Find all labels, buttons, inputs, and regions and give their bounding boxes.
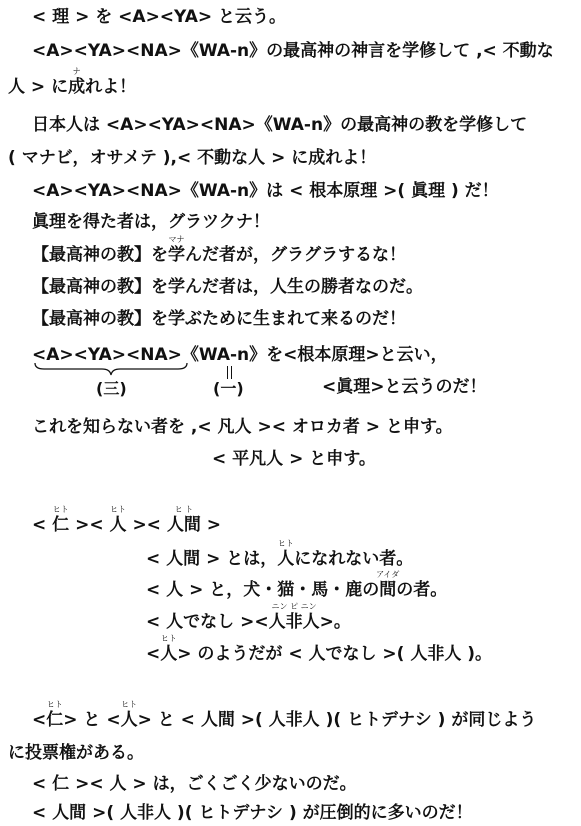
ruby-reading: ヒト — [121, 700, 138, 709]
text-segment: > と < 人間 >( 人非人 )( ヒトデナシ ) が同じよう — [137, 710, 537, 730]
ruby-base: 人非人 — [268, 612, 320, 632]
text-segment: < — [146, 644, 161, 664]
ruby-reading: ヒト — [52, 505, 69, 514]
ruby-word — [160, 634, 178, 665]
ruby-word — [166, 505, 201, 536]
ruby-reading: ヒト — [277, 539, 294, 548]
formula-line: <眞理>と云うのだ！ — [322, 377, 487, 397]
text-segment: < 人 > と，犬・猫・馬・鹿の — [146, 580, 380, 600]
text-line: <A><YA><NA>《WA-n》は < 根本原理 >( 眞理 ) だ！ — [32, 181, 499, 201]
ruby-word — [52, 505, 70, 536]
text-segment: れよ！ — [85, 77, 137, 97]
text-line: 【最高神の教】を学んだ者は，人生の勝者なのだ。 — [32, 277, 423, 297]
heading-line — [32, 505, 222, 536]
text-line: < 人間 >( 人非人 )( ヒトデナシ ) が圧倒的に多いのだ！ — [32, 803, 473, 823]
ruby-base: 間 — [379, 580, 397, 600]
ruby-base: 人間 — [166, 515, 201, 535]
text-line: 【最高神の教】を学ぶために生まれて来るのだ！ — [32, 309, 406, 329]
text-segment: < 人間 > とは， — [146, 549, 278, 569]
ruby-base: 人 — [120, 710, 138, 730]
text-segment: > と < — [63, 710, 121, 730]
text-line — [8, 67, 137, 98]
bracket: < — [32, 515, 47, 535]
text-line: <A><YA><NA>《WA-n》の最高神の神言を学修して ,< 不動な — [32, 41, 554, 61]
bracket: >< — [132, 515, 161, 535]
ruby-reading: ヒ ト — [174, 505, 194, 514]
equals-vertical-mark — [227, 366, 228, 379]
ruby-word — [109, 505, 127, 536]
ruby-reading: ヒト — [46, 700, 63, 709]
ruby-base: 成 — [68, 77, 86, 97]
ruby-word — [268, 602, 320, 633]
text-segment: んだ者が，グラグラするな！ — [185, 245, 406, 265]
text-line — [146, 602, 351, 633]
ruby-word — [46, 700, 64, 731]
text-line — [32, 235, 406, 266]
ruby-base: 仁 — [52, 515, 70, 535]
ruby-reading: ニン ピ ニン — [271, 602, 317, 611]
bracket: >< — [75, 515, 104, 535]
text-line — [146, 570, 448, 601]
text-line: < 理 > を <A><YA> と云う。 — [32, 7, 287, 27]
ruby-base: 学 — [168, 245, 185, 265]
text-segment: になれない者。 — [294, 549, 414, 569]
text-segment: > のようだが < 人でなし >( 人非人 )。 — [177, 644, 493, 664]
underbrace-icon — [34, 362, 188, 376]
ruby-reading: ヒト — [160, 634, 177, 643]
text-line: < 仁 >< 人 > は，ごくごく少ないのだ。 — [32, 774, 357, 794]
text-segment: の者。 — [396, 580, 448, 600]
text-segment: < — [32, 710, 47, 730]
ruby-word — [68, 67, 86, 98]
ruby-reading: アイダ — [376, 570, 400, 579]
formula-label-one: (一) — [213, 379, 244, 398]
equals-vertical-mark — [231, 366, 232, 379]
text-line: < 平凡人 > と申す。 — [212, 449, 376, 469]
ruby-reading: マナ — [168, 235, 185, 244]
ruby-word — [168, 235, 185, 266]
text-line: ( マナビ，オサメテ ),< 不動な人 > に成れよ！ — [8, 148, 377, 168]
formula-label-three: (三) — [96, 379, 127, 398]
text-segment: < 人でなし >< — [146, 612, 269, 632]
text-segment: 人 > に — [8, 77, 69, 97]
ruby-reading: ヒト — [110, 505, 127, 514]
text-line: に投票権がある。 — [8, 743, 144, 763]
ruby-base: 人 — [277, 549, 295, 569]
bracket: > — [206, 515, 222, 535]
text-line: 日本人は <A><YA><NA>《WA-n》の最高神の教を学修して — [32, 115, 528, 135]
text-line — [32, 700, 537, 731]
ruby-word — [277, 539, 295, 570]
text-line: これを知らない者を ,< 凡人 >< オロカ者 > と申す。 — [32, 417, 453, 437]
ruby-reading: ナ — [72, 67, 81, 76]
ruby-word — [376, 570, 400, 601]
ruby-base: 仁 — [46, 710, 64, 730]
formula-line: <A><YA><NA>《WA-n》を<根本原理>と云い， — [32, 345, 448, 365]
text-line — [146, 539, 414, 570]
text-line: 眞理を得た者は，グラツクナ！ — [32, 212, 270, 232]
ruby-word — [120, 700, 138, 731]
text-segment: 【最高神の教】を — [32, 245, 168, 265]
ruby-base: 人 — [160, 644, 178, 664]
ruby-base: 人 — [109, 515, 127, 535]
text-line — [146, 634, 493, 665]
text-segment: >。 — [319, 612, 351, 632]
